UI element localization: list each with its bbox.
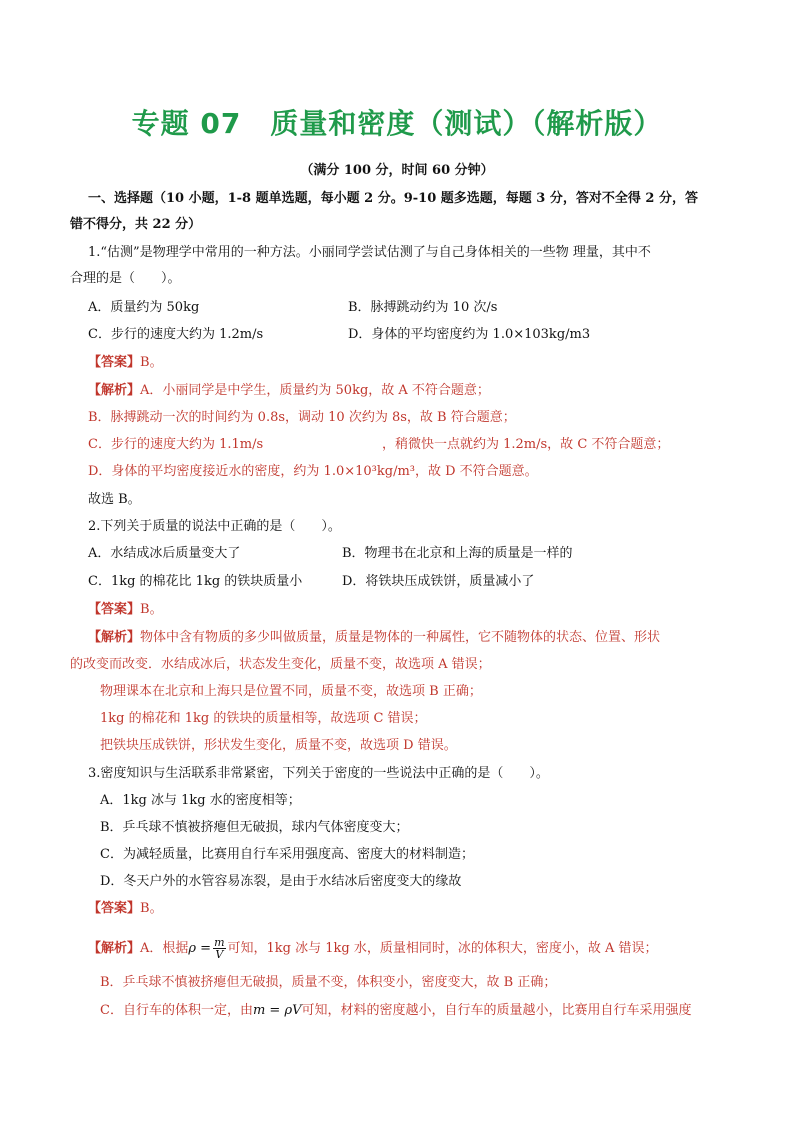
q1-analysis-line-1: [88, 382, 490, 400]
analysis-text: A．小丽同学是中学生，质量约为 50kg，故 A 不符合题意；: [140, 383, 490, 398]
q1-analysis-line-3a: C．步行的速度大约为 1.1m/s: [88, 437, 264, 452]
analysis-text-pre: C．自行车的体积一定，由: [100, 1003, 253, 1018]
analysis-tag: 【解析】: [88, 630, 141, 645]
document-subtitle: （满分 100 分，时间 60 分钟）: [300, 163, 494, 178]
q1-option-c: C．步行的速度大约为 1.2m/s: [88, 327, 264, 342]
answer-value: B。: [140, 355, 163, 370]
q1-stem-line-2: 合理的是（ ）。: [70, 271, 181, 286]
analysis-text-post: 可知，材料的密度越小，自行车的质量越小，比赛用自行车采用强度: [301, 1003, 692, 1018]
q1-answer: [88, 354, 163, 372]
q1-analysis-line-3b: ，稍微快一点就约为 1.2m/s，故 C 不符合题意；: [382, 437, 670, 452]
answer-tag: 【答案】: [88, 901, 141, 916]
q1-option-b: B．脉搏跳动约为 10 次/s: [348, 300, 498, 315]
q1-analysis-line-4: D．身体的平均密度接近水的密度，约为 1.0×10³kg/m³，故 D 不符合题意。: [88, 464, 538, 479]
analysis-text-pre: A．根据: [140, 941, 189, 956]
mass-formula: m = ρV: [252, 1003, 302, 1018]
q2-option-b: B．物理书在北京和上海的质量是一样的: [342, 546, 573, 561]
section-heading-line-1: 一、选择题（10 小题，1-8 题单选题，每小题 2 分。9-10 题多选题，每题 3 分，答对不全得 2 分，答: [88, 191, 698, 206]
answer-tag: 【答案】: [88, 355, 141, 370]
answer-value: B。: [140, 602, 163, 617]
q3-stem: 3.密度知识与生活联系非常紧密，下列关于密度的一些说法中正确的是（ ）。: [88, 766, 549, 781]
q1-option-d: D．身体的平均密度约为 1.0×103kg/m3: [348, 327, 591, 342]
q2-analysis-line-1: [88, 629, 660, 647]
q2-option-d: D．将铁块压成铁饼，质量减小了: [342, 574, 535, 589]
q2-analysis-line-5: 把铁块压成铁饼，形状发生变化，质量不变，故选项 D 错误。: [100, 738, 457, 753]
q3-option-d: D．冬天户外的水管容易冻裂，是由于水结冰后密度变大的缘故: [100, 874, 462, 889]
q2-analysis-line-3: 物理课本在北京和上海只是位置不同，质量不变，故选项 B 正确；: [100, 684, 482, 699]
q2-analysis-line-2: 的改变而改变．水结成冰后，状态发生变化，质量不变，故选项 A 错误；: [70, 657, 491, 672]
analysis-tag: 【解析】: [88, 383, 141, 398]
section-heading-line-2: 错不得分，共 22 分）: [70, 217, 202, 232]
q2-stem: 2.下列关于质量的说法中正确的是（ ）。: [88, 519, 341, 534]
document-title: 专题 07 质量和密度（测试）（解析版）: [131, 107, 663, 140]
q2-option-c: C．1kg 的棉花比 1kg 的铁块质量小: [88, 574, 303, 589]
q3-analysis-line-2: B．乒乓球不慎被挤瘪但无破损，质量不变，体积变小，密度变大，故 B 正确；: [100, 975, 557, 990]
analysis-text-post: 可知，1kg 冰与 1kg 水，质量相同时，冰的体积大，密度小，故 A 错误；: [227, 941, 658, 956]
density-formula-fraction: [213, 937, 225, 960]
fraction-denominator: V: [215, 948, 224, 961]
q1-stem-line-1: 1.“估测”是物理学中常用的一种方法。小丽同学尝试估测了与自己身体相关的一些物 理量，其中不: [88, 245, 651, 260]
q2-answer: [88, 601, 163, 619]
analysis-tag: 【解析】: [88, 941, 141, 956]
q1-option-a: A．质量约为 50kg: [88, 300, 200, 315]
q3-option-c: C．为减轻质量，比赛用自行车采用强度高、密度大的材料制造；: [100, 847, 474, 862]
q2-option-a: A．水结成冰后质量变大了: [88, 546, 241, 561]
fraction-numerator: m: [214, 936, 225, 949]
q2-analysis-line-4: 1kg 的棉花和 1kg 的铁块的质量相等，故选项 C 错误；: [100, 711, 427, 726]
answer-tag: 【答案】: [88, 602, 141, 617]
q3-option-a: A．1kg 冰与 1kg 水的密度相等；: [100, 793, 301, 808]
q1-analysis-line-2: B．脉搏跳动一次的时间约为 0.8s，调动 10 次约为 8s，故 B 符合题意；: [88, 410, 516, 425]
density-formula-rho: ρ =: [188, 941, 212, 956]
analysis-text: 物体中含有物质的多少叫做质量，质量是物体的一种属性，它不随物体的状态、位置、形状: [140, 630, 661, 645]
answer-value: B。: [140, 901, 163, 916]
q3-analysis-line-3: [100, 1002, 691, 1020]
q3-analysis-line-1: [88, 936, 658, 962]
q3-answer: [88, 900, 163, 918]
q1-conclusion: 故选 B。: [88, 492, 141, 507]
q3-option-b: B．乒乓球不慎被挤瘪但无破损，球内气体密度变大；: [100, 820, 409, 835]
